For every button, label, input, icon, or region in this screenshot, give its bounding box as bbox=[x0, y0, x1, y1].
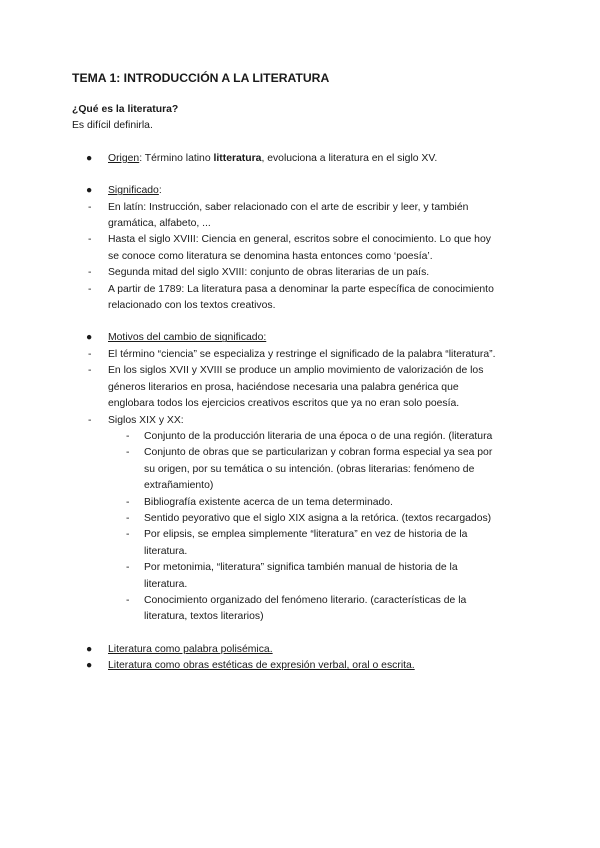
origen-term: litteratura bbox=[213, 152, 262, 164]
siglos-subitem bbox=[72, 527, 542, 560]
significado-label: Significado bbox=[108, 185, 159, 197]
bullet-icon: ● bbox=[86, 643, 93, 655]
dash-marker: - bbox=[88, 267, 92, 279]
significado-item bbox=[72, 265, 542, 281]
siglos-subitem-line: Bibliografía existente acerca de un tema determinado. bbox=[144, 496, 393, 508]
dash-marker: - bbox=[88, 348, 92, 360]
siglos-subitem-line: extrañamiento) bbox=[144, 480, 214, 492]
motivos-sublist bbox=[72, 429, 542, 626]
final-bullet bbox=[72, 642, 542, 658]
siglos-subitem bbox=[72, 511, 542, 527]
dash-marker: - bbox=[126, 512, 130, 524]
siglos-subitem-line: literatura, textos literarios) bbox=[144, 611, 264, 623]
significado-item-line: Segunda mitad del siglo XVIII: conjunto de obras literarias de un país. bbox=[108, 267, 430, 279]
significado-item-line: relacionado con los textos creativos. bbox=[108, 300, 276, 312]
dash-marker: - bbox=[126, 529, 130, 541]
motivos-item-line: El término “ciencia” se especializa y restringe el significado de la palabra “literatura”. bbox=[108, 348, 496, 360]
page-title: TEMA 1: INTRODUCCIÓN A LA LITERATURA bbox=[72, 71, 330, 85]
dash-marker: - bbox=[88, 201, 92, 213]
dash-marker: - bbox=[126, 430, 130, 442]
bullet-origen bbox=[72, 151, 542, 167]
dash-marker: - bbox=[126, 562, 130, 574]
bullet-icon: ● bbox=[86, 332, 93, 344]
motivos-label: Motivos del cambio de significado: bbox=[108, 332, 267, 344]
motivos-item bbox=[72, 363, 542, 412]
significado-item bbox=[72, 232, 542, 265]
bullet-motivos bbox=[72, 330, 542, 346]
siglos-subitem-line: Por metonimia, “literatura” significa también manual de historia de la bbox=[144, 562, 458, 574]
siglos-subitem-line: su origen, por su temática o su intención. (obras literarias: fenómeno de bbox=[144, 463, 475, 475]
motivos-item bbox=[72, 413, 542, 429]
motivos-item-line: englobara todos los ejercicios creativos escritos que ya no eran solo poesía. bbox=[108, 398, 460, 410]
dash-marker: - bbox=[126, 447, 130, 459]
final-bullet-text: Literatura como obras estéticas de expresión verbal, oral o escrita. bbox=[108, 660, 415, 672]
significado-item-line: gramática, alfabeto, ... bbox=[108, 218, 211, 230]
siglos-subitem-line: literatura. bbox=[144, 578, 188, 590]
origen-text-a: : Término latino bbox=[139, 152, 214, 164]
siglos-subitem-line: literatura. bbox=[144, 545, 188, 557]
final-bullet bbox=[72, 658, 542, 674]
dash-marker: - bbox=[126, 496, 130, 508]
significado-item-line: se conoce como literatura se denomina hasta entonces como ‘poesía’. bbox=[108, 250, 433, 262]
dash-marker: - bbox=[88, 283, 92, 295]
significado-list bbox=[72, 200, 542, 315]
origen-text-b: , evoluciona a literatura en el siglo XV. bbox=[261, 152, 438, 164]
siglos-subitem-line: Por elipsis, se emplea simplemente “literatura” en vez de historia de la bbox=[144, 529, 468, 541]
siglos-subitem bbox=[72, 593, 542, 626]
siglos-subitem bbox=[72, 445, 542, 494]
final-bullet-text: Literatura como palabra polisémica. bbox=[108, 643, 273, 655]
siglos-subitem-line: Conocimiento organizado del fenómeno literario. (características de la bbox=[144, 594, 467, 606]
motivos-item-line: En los siglos XVII y XVIII se produce un amplio movimiento de valorización de los bbox=[108, 365, 484, 377]
siglos-subitem-line: Conjunto de obras que se particularizan y cobran forma especial ya sea por bbox=[144, 447, 493, 459]
motivos-item bbox=[72, 347, 542, 363]
significado-item bbox=[72, 282, 542, 315]
bullet-icon: ● bbox=[86, 660, 93, 672]
significado-item-line: En latín: Instrucción, saber relacionado con el arte de escribir y leer, y también bbox=[108, 201, 469, 213]
section-question: ¿Qué es la literatura? bbox=[72, 104, 179, 115]
intro-text: Es difícil definirla. bbox=[72, 120, 153, 132]
bullet-icon: ● bbox=[86, 152, 93, 164]
significado-item-line: Hasta el siglo XVIII: Ciencia en general, escritos sobre el conocimiento. Lo que hoy bbox=[108, 234, 491, 246]
significado-item-line: A partir de 1789: La literatura pasa a denominar la parte específica de conocimiento bbox=[108, 283, 494, 295]
dash-marker: - bbox=[88, 414, 92, 426]
document-page bbox=[72, 70, 542, 675]
origen-label: Origen bbox=[108, 152, 140, 164]
siglos-subitem bbox=[72, 429, 542, 445]
dash-marker: - bbox=[126, 594, 130, 606]
dash-marker: - bbox=[88, 234, 92, 246]
siglos-subitem-line: Conjunto de la producción literaria de una época o de una región. (literatura bbox=[144, 430, 493, 442]
motivos-item-line: géneros literarios en prosa, haciéndose necesaria una palabra genérica que bbox=[108, 381, 459, 393]
significado-item bbox=[72, 200, 542, 233]
final-bullet-list bbox=[72, 642, 542, 675]
siglos-subitem bbox=[72, 495, 542, 511]
motivos-item-line: Siglos XIX y XX: bbox=[108, 414, 184, 426]
significado-suffix: : bbox=[158, 185, 162, 197]
siglos-subitem bbox=[72, 560, 542, 593]
bullet-icon: ● bbox=[86, 185, 93, 197]
bullet-significado bbox=[72, 183, 542, 199]
dash-marker: - bbox=[88, 365, 92, 377]
motivos-list bbox=[72, 347, 542, 429]
siglos-subitem-line: Sentido peyorativo que el siglo XIX asigna a la retórica. (textos recargados) bbox=[144, 512, 492, 524]
